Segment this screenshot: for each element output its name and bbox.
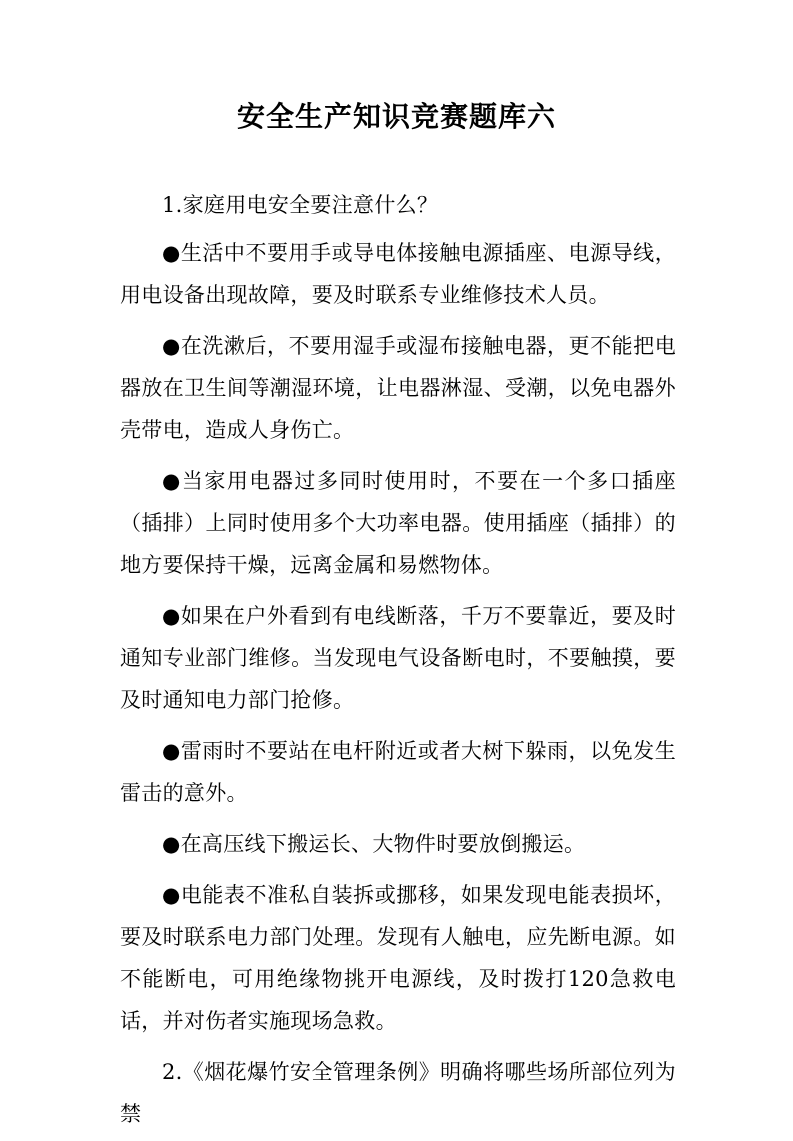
answer-paragraph: ●如果在户外看到有电线断落，千万不要靠近，要及时通知专业部门维修。当发现电气设备断电时，不要触摸，要及时通知电力部门抢修。 [120, 604, 676, 712]
page-title: 安全生产知识竞赛题库六 [236, 100, 556, 133]
question-paragraph: 2.《烟花爆竹安全管理条例》明确将哪些场所部位列为禁 [120, 1060, 676, 1126]
answer-paragraph: ●生活中不要用手或导电体接触电源插座、电源导线，用电设备出现故障，要及时联系专业维修技术人员。 [120, 241, 676, 307]
answer-paragraph: ●电能表不准私自装拆或挪移，如果发现电能表损坏，要及时联系电力部门处理。发现有人触电，应先断电源。如不能断电，可用绝缘物挑开电源线，及时拨打120急救电话，并对伤者实施现场急救。 [120, 883, 676, 1033]
document-body [120, 184, 676, 1141]
answer-paragraph: ●当家用电器过多同时使用时，不要在一个多口插座（插排）上同时使用多个大功率电器。使用插座（插排）的地方要保持干燥，远离金属和易燃物体。 [120, 469, 676, 577]
answer-paragraph: ●雷雨时不要站在电杆附近或者大树下躲雨，以免发生雷击的意外。 [120, 739, 676, 805]
answer-paragraph: ●在洗漱后，不要用湿手或湿布接触电器，更不能把电器放在卫生间等潮湿环境，让电器淋湿、受潮，以免电器外壳带电，造成人身伤亡。 [120, 334, 676, 442]
answer-paragraph: ●在高压线下搬运长、大物件时要放倒搬运。 [162, 832, 586, 856]
question-paragraph: 1.家庭用电安全要注意什么？ [162, 193, 439, 217]
